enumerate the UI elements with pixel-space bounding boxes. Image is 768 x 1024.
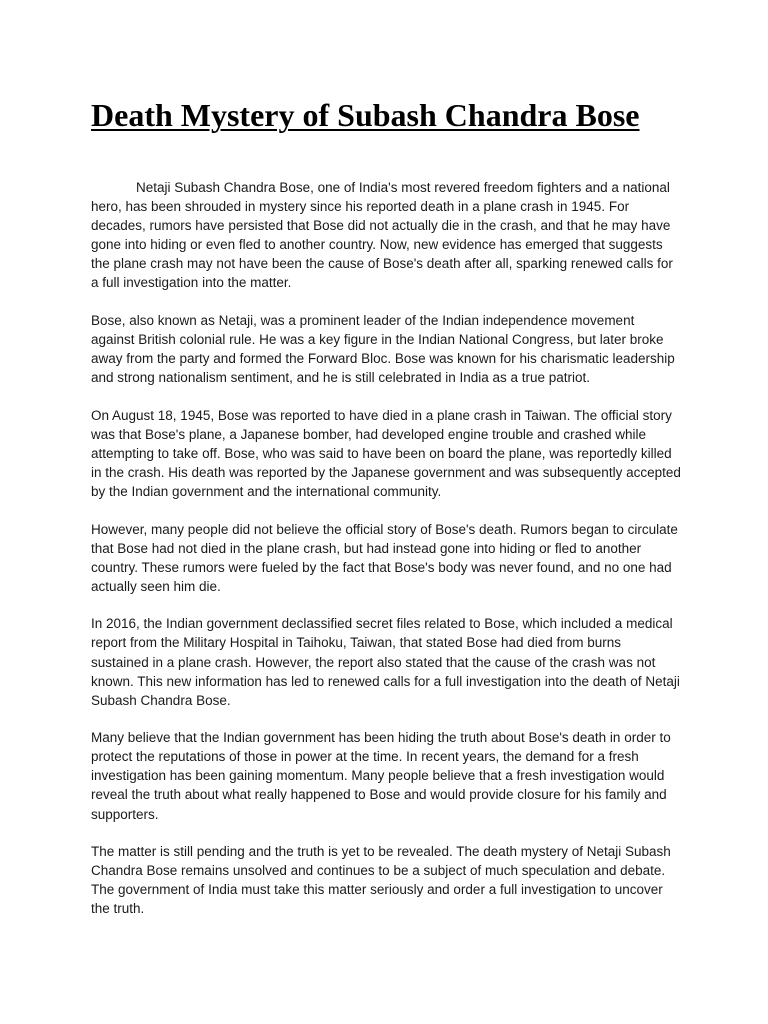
document-body [91,178,681,937]
paragraph-background: Bose, also known as Netaji, was a prominent leader of the Indian independence movement against British colonial rule. He was a key figure in the Indian National Congress, but later broke away from the party and formed the Forward Bloc. Bose was known for his charismatic leadership and strong nationalism sentiment, and he is still celebrated in India as a true patriot. [91,312,675,386]
paragraph-official-story: On August 18, 1945, Bose was reported to have died in a plane crash in Taiwan. The official story was that Bose's plane, a Japanese bomber, had developed engine trouble and crashed while attempting to take off. Bose, who was said to have been on board the plane, was reportedly killed in the crash. His death was reported by the Japanese government and was subsequently accepted by the Indian government and the international community. [91,407,681,500]
paragraph-rumors: However, many people did not believe the official story of Bose's death. Rumors began to circulate that Bose had not died in the plane crash, but had instead gone into hiding or fled to another country. These rumors were fueled by the fact that Bose's body was never found, and no one had actually seen him die. [91,521,678,594]
paragraph-intro: Netaji Subash Chandra Bose, one of India's most revered freedom fighters and a national hero, has been shrouded in mystery since his reported death in a plane crash in 1945. For decades, rumors have persisted that Bose did not actually die in the crash, and that he may have gone into hiding or even fled to another country. Now, new evidence has emerged that suggests the plane crash may not have been the cause of Bose's death after all, sparking renewed calls for a full investigation into the matter. [91,180,673,291]
paragraph-conclusion: The matter is still pending and the truth is yet to be revealed. The death mystery of Netaji Subash Chandra Bose remains unsolved and continues to be a subject of much speculation and debate. The government of India must take this matter seriously and order a full investigation to uncover the truth. [91,844,671,917]
paragraph-declassified-files: In 2016, the Indian government declassified secret files related to Bose, which included a medical report from the Military Hospital in Taihoku, Taiwan, that stated Bose had died from burns sustained in a plane crash. However, the report also stated that the cause of the crash was not known. This new information has led to renewed calls for a full investigation into the death of Netaji Subash Chandra Bose. [91,616,680,708]
paragraph-demand-investigation: Many believe that the Indian government has been hiding the truth about Bose's death in order to protect the reputations of those in power at the time. In recent years, the demand for a fresh investigation has been gaining momentum. Many people believe that a fresh investigation would reveal the truth about what really happened to Bose and would provide closure for his family and supporters. [91,730,671,822]
document-title: Death Mystery of Subash Chandra Bose [91,97,640,133]
